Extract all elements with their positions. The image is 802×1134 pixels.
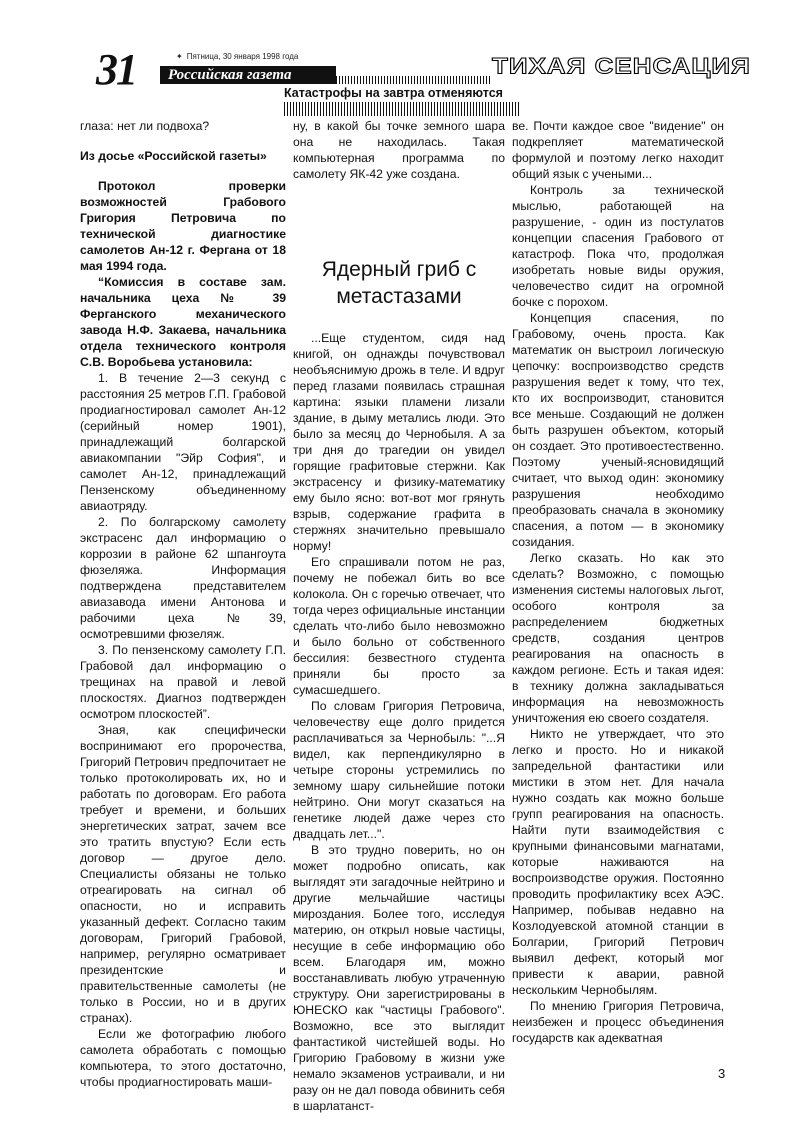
page-number-large: 31 <box>96 45 136 94</box>
newspaper-name: Российская газета <box>168 67 292 83</box>
commission-text: “Комиссия в составе зам. начальника цеха № 39 Ферганского механического завода Н.Ф. Закаева, начальника отдела технического контроля С.В. Воробьева установила: <box>80 275 286 369</box>
paragraph: Никто не утверждает, что это легко и просто. Но и никакой запредельной фантастики или мистики в этом нет. Для начала нужно создать как можно больше групп реагирования на опасность. Найти пути взаимодействия с крупными финансовыми магнатами, которые наживаются на воспроизводстве оружия. Постоянно проводить профилактику всех АЭС. Например, побывав недавно на Козлодуевской атомной станции в Болгарии, Григорий Петрович выявил дефект, который мог привести к аварии, равной нескольким Чернобылям. <box>512 727 724 997</box>
paragraph: По словам Григория Петровича, человечеству еще долго придется расплачиваться за Чернобыль: "...Я видел, как перпендикулярно в четыре стороны устремились по земному шару сильнейшие потоки нейтрино. Они могут сказаться на генетике людей даже через сто двадцать лет...". <box>293 699 505 841</box>
paragraph: Если же фотографию любого самолета обработать с помощью компьютера, то этого достаточно, чтобы продиагностировать маши- <box>80 1027 286 1089</box>
paragraph: ве. Почти каждое свое "видение" он подкрепляет математической формулой и поэтому легко находит общий язык с учеными... <box>512 119 724 181</box>
headline: Катастрофы на завтра отменяются <box>284 86 503 100</box>
headline-lines <box>284 102 520 116</box>
paragraph: ...Еще студентом, сидя над книгой, он однажды почувствовал необъяснимую дрожь в теле. И вдруг перед глазами появилась страшная картина: языки пламени лизали здание, в дыму метались люди. Это было за месяц до Чернобыля. А за три дня до трагедии он увидел горящие графитовые стержни. Как экстрасенсу и физику-математику ему было ясно: вот-вот мог грянуть взрыв, содержание графита в стержнях значительно превышало норму! <box>293 331 505 553</box>
paragraph: По мнению Григория Петровича, неизбежен и процесс объединения государств как адекватная <box>512 999 724 1045</box>
paragraph: Легко сказать. Но как это сделать? Возможно, с помощью изменения системы налоговых льгот, особого контроля за распределением бюджетных средств, создания центров реагирования на опасность в каждом регионе. Есть и такая идея: в технику должна закладываться информация на невозможность уничтожения ею своего создателя. <box>512 551 724 725</box>
protocol-item-2: 2. По болгарскому самолету экстрасенс дал информацию о коррозии в районе 62 шпангоута фюзеляжа. Информация подтверждена представителем авиазавода имени Антонова и рабочими цеха №39, осмотревшими фюзеляж. <box>80 515 286 641</box>
column-3 <box>512 118 724 1046</box>
column-1 <box>80 118 286 1090</box>
section-title: Ядерный гриб с метастазами <box>321 258 477 308</box>
paragraph: Контроль за технической мыслью, работающей на разрушение, - один из постулатов концепции спасения Грабового от катастроф. Пока что, продолжая изобретать новые виды оружия, человечество сидит на огромной бочке с порохом. <box>512 183 724 309</box>
protocol-title: Протокол проверки возможностей Грабового Григория Петровича по технической диагностике самолетов Ан-12 г. Фергана от 18 мая 1994 года. <box>80 179 286 273</box>
dossier-heading: Из досье «Российской газеты» <box>80 149 267 163</box>
star-icon: ✦ <box>176 52 183 61</box>
rubric-title: ТИХАЯ СЕНСАЦИЯ <box>492 53 751 79</box>
paragraph: Зная, как специфически воспринимают его пророчества, Григорий Петрович предпочитает не только протоколировать их, но и работать по договорам. Его работа требует и времени, и больших энергетических затрат, зачем все это тратить впустую? Если есть договор — другое дело. Специалисты обязаны не только отреагировать на сигнал об опасности, но и исправить указанный дефект. Согласно таким договорам, Григорий Грабовой, например, регулярно осматривает президентские и правительственные самолеты (не только в России, но и в других странах). <box>80 723 286 1025</box>
paragraph: ну, в какой бы точке земного шара она не находилась. Такая компьютерная программа по самолету ЯК-42 уже создана. <box>293 119 505 181</box>
paragraph: Концепция спасения, по Грабовому, очень проста. Как математик он выстроил логическую цепочку: воспроизводство средств разрушения ведет к тому, что тех, кто их воспроизводит, становится все меньше. Создающий не должен быть разрушен объектом, который он создает. Это противоестественно. Поэтому ученый-ясновидящий считает, что выход один: экономику разрушения необходимо преобразовать сначала в экономику спасения, а потом — в экономику созидания. <box>512 311 724 549</box>
folio: 3 <box>718 1066 726 1081</box>
dateline <box>176 52 298 61</box>
column-2 <box>293 118 505 1114</box>
rubric-lines <box>336 76 492 84</box>
paragraph: глаза: нет ли подвоха? <box>80 119 210 133</box>
dateline-text: Пятница, 30 января 1998 года <box>186 52 299 61</box>
paragraph: В это трудно поверить, но он может подробно описать, как выглядят эти загадочные нейтрино и другие мельчайшие частицы мироздания. Более того, исследуя материю, он открыл новые частицы, несущие в себе информацию обо всем. Благодаря им, можно восстанавливать любую утраченную структуру. Они зарегистрированы в ЮНЕСКО как "частицы Грабового". Возможно, все это выглядит фантастикой чистейшей воды. Но Григорию Грабовому в жизни уже немало экзаменов устраивали, и ни разу он не дал повода обвинить себя в шарлатанст- <box>293 843 505 1113</box>
protocol-item-3: 3. По пензенскому самолету Г.П. Грабовой дал информацию о трещинах на правой и левой плоскостях. Диагноз подтвержден осмотром плоскостей”. <box>80 643 286 721</box>
protocol-item-1: 1. В течение 2—3 секунд с расстояния 25 метров Г.П. Грабовой продиагностировал самолет Ан-12 (серийный номер 1901), принадлежащий болгарской авиакомпании "Эйр София", и самолет Ан-12, принадлежащий Пензенскому объединенному авиаотряду. <box>80 371 286 513</box>
paragraph: Его спрашивали потом не раз, почему не побежал бить во все колокола. Он с горечью отвечает, что тогда через официальные инстанции сделать что-либо было невозможно и было больно от собственного бессилия: безвестного студента приняли бы просто за сумасшедшего. <box>293 555 505 697</box>
